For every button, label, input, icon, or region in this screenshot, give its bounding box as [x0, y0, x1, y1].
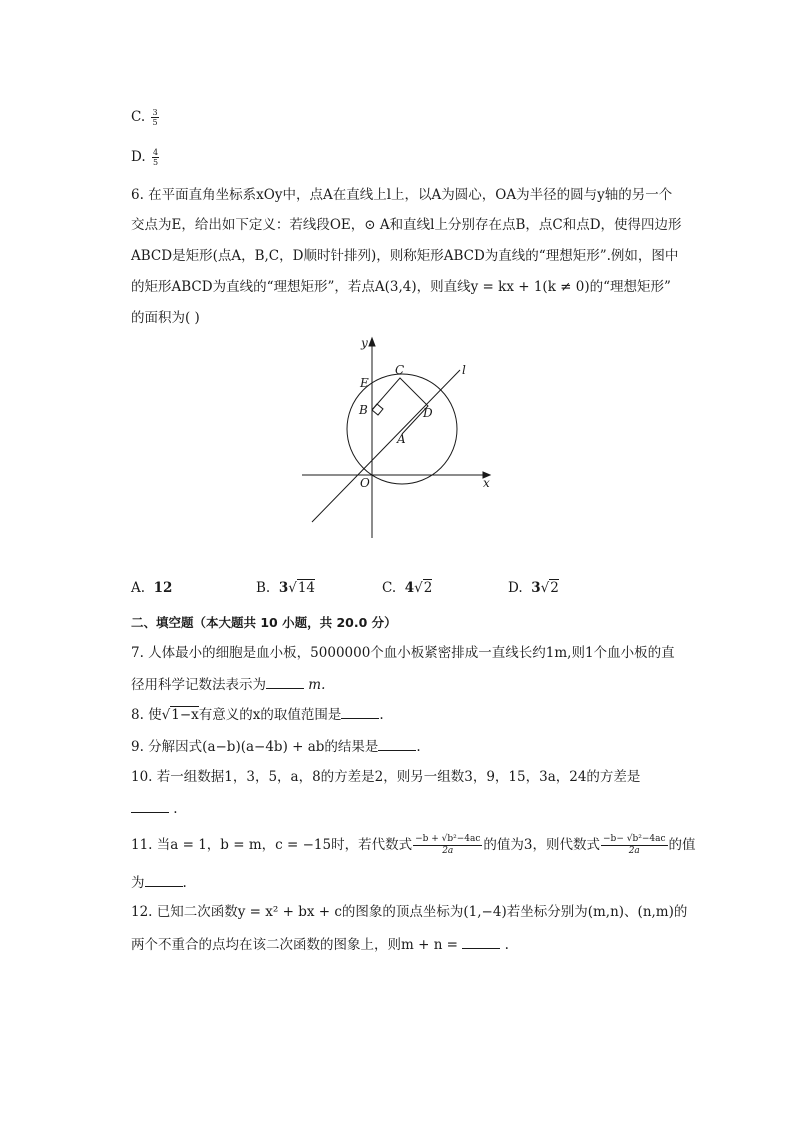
label-l: l — [462, 363, 466, 377]
q11-line-2: 为 . — [131, 872, 187, 893]
fraction-plus: $\frac{\text{−b + √b²−4ac}}{2a}$ — [415, 834, 481, 856]
fraction-minus: $\frac{\text{−b− √b²−4ac}}{2a}$ — [603, 834, 666, 856]
answer-blank[interactable] — [131, 798, 169, 813]
q6-option-c: C. 4√2 — [382, 580, 433, 596]
q6-line-2: 交点为E，给出如下定义：若线段OE，⊙ A和直线l上分别存在点B，点C和点D，使得四边形 — [131, 217, 682, 233]
label-c: C — [395, 363, 405, 377]
q5-option-d: D. $\frac{4}{5}$ — [131, 148, 159, 167]
q9-line: 9. 分解因式(a−b)(a−4b) + ab的结果是 . — [131, 736, 421, 757]
q6-line-3: ABCD是矩形(点A，B,C，D顺时针排列)，则称矩形ABCD为直线的“理想矩形”.例如，图中 — [131, 248, 679, 264]
label-y: y — [361, 336, 368, 350]
q5-option-c: C. $\frac{3}{5}$ — [131, 108, 158, 127]
q6-line-1: 6. 在平面直角坐标系xOy中，点A在直线上l上，以A为圆心，OA为半径的圆与y轴的另一个 — [131, 187, 673, 203]
label-e: E — [360, 376, 369, 390]
q11-line-1: 11. 当a = 1，b = m，c = −15时，若代数式 $\frac{\text{−b + √b²−4ac}}{2a}$ 的值为3，则代数式 $\frac{\text{−b− √b²−4ac}}{2a}$ 的值 — [131, 834, 696, 856]
answer-blank[interactable] — [341, 704, 379, 719]
q7-line-1: 7. 人体最小的细胞是血小板，5000000个血小板紧密排成一直线长约1m,则1个血小板的直 — [131, 645, 675, 661]
fraction: $\frac{3}{5}$ — [152, 108, 158, 127]
q6-line-5: 的面积为( ) — [131, 310, 200, 326]
label-a: A — [397, 432, 406, 446]
q12-line-1: 12. 已知二次函数y = x² + bx + c的图象的顶点坐标为(1,−4)若坐标分别为(m,n)、(n,m)的 — [131, 904, 688, 920]
label-o: O — [360, 476, 370, 490]
q6-option-a: A. 12 — [131, 580, 173, 596]
label-b: B — [359, 403, 368, 417]
answer-blank[interactable] — [266, 674, 304, 689]
line-l — [312, 370, 460, 522]
q8-line: 8. 使√1−x有意义的x的取值范围是 . — [131, 704, 384, 725]
q6-option-b: B. 3√14 — [256, 580, 316, 596]
fraction: $\frac{4}{5}$ — [152, 148, 159, 167]
section-title: 二、填空题（本大题共 10 小题，共 20.0 分） — [131, 615, 397, 630]
q6-option-d: D. 3√2 — [508, 580, 559, 596]
right-angle-mark — [372, 404, 383, 415]
q10-line-2: . — [131, 798, 178, 819]
q6-geometry-figure — [290, 330, 500, 545]
q10-line-1: 10. 若一组数据1，3，5，a，8的方差是2，则另一组数3，9，15，3a，24的方差是 — [131, 769, 641, 785]
q6-line-4: 的矩形ABCD为直线的“理想矩形”，若点A(3,4)，则直线y = kx + 1(k ≠ 0)的“理想矩形” — [131, 279, 671, 295]
rectangle-abcd — [372, 378, 428, 434]
answer-blank[interactable] — [145, 872, 183, 887]
label-d: D — [423, 406, 433, 420]
q7-line-2: 径用科学记数法表示为 m. — [131, 674, 325, 695]
label-x: x — [483, 476, 490, 490]
answer-blank[interactable] — [462, 934, 500, 949]
answer-blank[interactable] — [378, 736, 416, 751]
q12-line-2: 两个不重合的点均在该二次函数的图象上，则m + n = . — [131, 934, 509, 955]
y-axis-arrow — [369, 338, 375, 346]
